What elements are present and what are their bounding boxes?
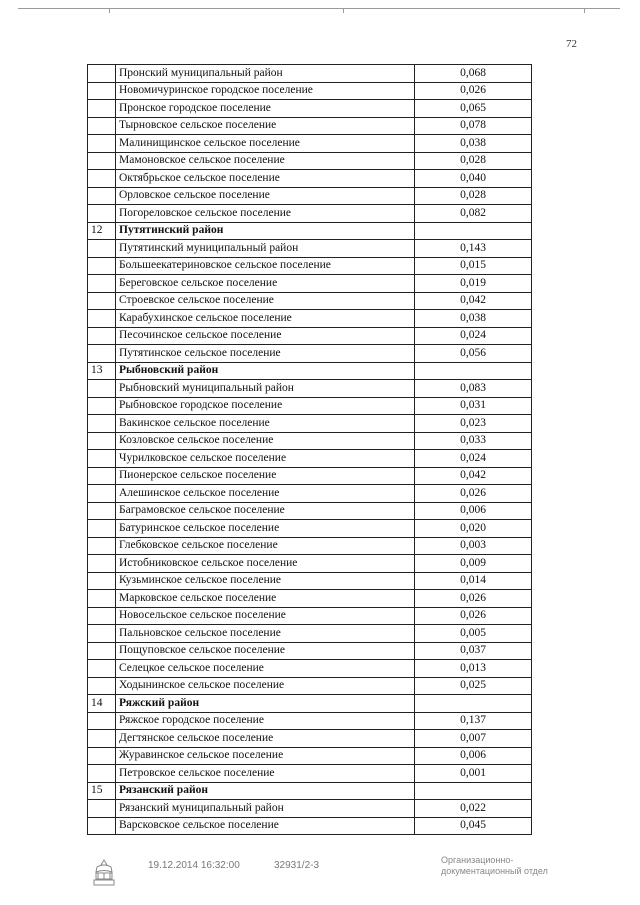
table-row	[88, 432, 532, 450]
coefficient-cell: 0,013	[415, 660, 532, 678]
table-row	[88, 152, 532, 170]
settlement-name-cell: Алешинское сельское поселение	[116, 485, 415, 503]
coefficient-cell: 0,026	[415, 607, 532, 625]
settlement-name-cell: Баграмовское сельское поселение	[116, 502, 415, 520]
settlement-name-cell: Журавинское сельское поселение	[116, 747, 415, 765]
coefficient-cell: 0,014	[415, 572, 532, 590]
row-number-cell	[88, 537, 116, 555]
footer-department-line: Организационно-	[441, 855, 514, 865]
table-row	[88, 660, 532, 678]
coefficient-cell: 0,137	[415, 712, 532, 730]
coefficient-cell: 0,143	[415, 240, 532, 258]
table-row	[88, 100, 532, 118]
coefficient-cell: 0,083	[415, 380, 532, 398]
settlement-name-cell: Ряжское городское поселение	[116, 712, 415, 730]
row-number-cell	[88, 65, 116, 83]
row-number-cell	[88, 677, 116, 695]
coefficient-cell: 0,037	[415, 642, 532, 660]
row-number-cell	[88, 765, 116, 783]
row-number-cell	[88, 800, 116, 818]
table-row	[88, 135, 532, 153]
table-row	[88, 747, 532, 765]
table-row	[88, 397, 532, 415]
row-number-cell	[88, 100, 116, 118]
row-number-cell	[88, 520, 116, 538]
coefficient-cell: 0,038	[415, 135, 532, 153]
table-row	[88, 82, 532, 100]
settlement-name-cell: Истобниковское сельское поселение	[116, 555, 415, 573]
row-number-cell	[88, 415, 116, 433]
settlement-name-cell: Пронский муниципальный район	[116, 65, 415, 83]
row-number-cell	[88, 467, 116, 485]
settlement-name-cell: Пальновское сельское поселение	[116, 625, 415, 643]
coefficient-cell: 0,068	[415, 65, 532, 83]
coefficient-cell: 0,031	[415, 397, 532, 415]
table-row	[88, 817, 532, 835]
settlement-name-cell: Селецкое сельское поселение	[116, 660, 415, 678]
page-number: 72	[566, 38, 577, 50]
table-row	[88, 607, 532, 625]
settlement-name-cell: Чурилковское сельское поселение	[116, 450, 415, 468]
table-row	[88, 415, 532, 433]
table-row	[88, 537, 532, 555]
row-number-cell	[88, 590, 116, 608]
settlement-name-cell: Вакинское сельское поселение	[116, 415, 415, 433]
table-row	[88, 327, 532, 345]
table-row	[88, 590, 532, 608]
table-row	[88, 275, 532, 293]
coefficient-cell: 0,024	[415, 327, 532, 345]
district-header-row	[88, 695, 532, 713]
coefficient-cell: 0,028	[415, 187, 532, 205]
coefficient-cell: 0,026	[415, 82, 532, 100]
settlement-name-cell: Новосельское сельское поселение	[116, 607, 415, 625]
table-row	[88, 205, 532, 223]
row-number-cell	[88, 502, 116, 520]
row-number-cell	[88, 380, 116, 398]
row-number-cell	[88, 117, 116, 135]
row-number-cell	[88, 450, 116, 468]
coefficient-cell: 0,042	[415, 467, 532, 485]
settlement-name-cell: Кузьминское сельское поселение	[116, 572, 415, 590]
row-number-cell	[88, 135, 116, 153]
table-row	[88, 240, 532, 258]
row-number-cell: 12	[88, 222, 116, 240]
table-row	[88, 520, 532, 538]
row-number-cell	[88, 747, 116, 765]
page-top-tick	[109, 8, 110, 13]
coefficient-cell: 0,056	[415, 345, 532, 363]
coefficient-cell: 0,005	[415, 625, 532, 643]
settlement-name-cell: Варсковское сельское поселение	[116, 817, 415, 835]
table-body	[88, 65, 532, 835]
coefficient-cell: 0,023	[415, 415, 532, 433]
coefficient-cell: 0,026	[415, 590, 532, 608]
row-number-cell	[88, 345, 116, 363]
table-row	[88, 765, 532, 783]
row-number-cell	[88, 310, 116, 328]
coefficient-cell: 0,042	[415, 292, 532, 310]
coefficient-cell: 0,078	[415, 117, 532, 135]
settlement-name-cell: Путятинское сельское поселение	[116, 345, 415, 363]
district-name-cell: Путятинский район	[116, 222, 415, 240]
row-number-cell	[88, 572, 116, 590]
coefficient-cell: 0,003	[415, 537, 532, 555]
row-number-cell: 14	[88, 695, 116, 713]
table-row	[88, 257, 532, 275]
table-row	[88, 310, 532, 328]
coefficient-cell: 0,001	[415, 765, 532, 783]
settlement-name-cell: Пощуповское сельское поселение	[116, 642, 415, 660]
coefficient-cell: 0,007	[415, 730, 532, 748]
district-header-row	[88, 222, 532, 240]
settlement-name-cell: Мамоновское сельское поселение	[116, 152, 415, 170]
coefficient-cell	[415, 695, 532, 713]
settlement-name-cell: Петровское сельское поселение	[116, 765, 415, 783]
settlement-name-cell: Глебковское сельское поселение	[116, 537, 415, 555]
settlement-name-cell: Строевское сельское поселение	[116, 292, 415, 310]
district-header-row	[88, 362, 532, 380]
settlement-name-cell: Дегтянское сельское поселение	[116, 730, 415, 748]
row-number-cell	[88, 432, 116, 450]
district-name-cell: Рязанский район	[116, 782, 415, 800]
row-number-cell	[88, 187, 116, 205]
settlement-name-cell: Рыбновский муниципальный район	[116, 380, 415, 398]
coefficient-cell: 0,015	[415, 257, 532, 275]
settlement-name-cell: Песочинское сельское поселение	[116, 327, 415, 345]
table-row	[88, 170, 532, 188]
table-row	[88, 642, 532, 660]
coefficient-cell: 0,009	[415, 555, 532, 573]
table-row	[88, 292, 532, 310]
footer-timestamp: 19.12.2014 16:32:00	[148, 860, 240, 871]
settlement-name-cell: Большеекатериновское сельское поселение	[116, 257, 415, 275]
coefficient-cell: 0,006	[415, 747, 532, 765]
district-name-cell: Рыбновский район	[116, 362, 415, 380]
table-row	[88, 117, 532, 135]
coefficient-cell: 0,022	[415, 800, 532, 818]
coefficient-cell: 0,082	[415, 205, 532, 223]
settlement-name-cell: Октябрьское сельское поселение	[116, 170, 415, 188]
table-row	[88, 555, 532, 573]
settlement-name-cell: Козловское сельское поселение	[116, 432, 415, 450]
row-number-cell	[88, 625, 116, 643]
table-row	[88, 572, 532, 590]
settlement-name-cell: Береговское сельское поселение	[116, 275, 415, 293]
settlement-name-cell: Ходынинское сельское поселение	[116, 677, 415, 695]
coefficient-cell: 0,038	[415, 310, 532, 328]
row-number-cell	[88, 642, 116, 660]
coefficient-cell	[415, 782, 532, 800]
row-number-cell	[88, 730, 116, 748]
row-number-cell	[88, 275, 116, 293]
footer-department	[441, 855, 548, 877]
row-number-cell	[88, 170, 116, 188]
settlement-name-cell: Карабухинское сельское поселение	[116, 310, 415, 328]
table-row	[88, 380, 532, 398]
table-row	[88, 467, 532, 485]
settlement-name-cell: Пионерское сельское поселение	[116, 467, 415, 485]
page-top-tick	[343, 8, 344, 13]
settlements-table	[87, 64, 532, 835]
settlement-name-cell: Батуринское сельское поселение	[116, 520, 415, 538]
row-number-cell	[88, 152, 116, 170]
table-row	[88, 677, 532, 695]
settlement-name-cell: Пронское городское поселение	[116, 100, 415, 118]
row-number-cell	[88, 712, 116, 730]
row-number-cell	[88, 607, 116, 625]
coefficient-cell	[415, 222, 532, 240]
coefficient-cell: 0,045	[415, 817, 532, 835]
row-number-cell: 15	[88, 782, 116, 800]
emblem-stamp-icon	[88, 858, 120, 888]
row-number-cell	[88, 555, 116, 573]
settlement-name-cell: Новомичуринское городское поселение	[116, 82, 415, 100]
coefficient-cell: 0,026	[415, 485, 532, 503]
row-number-cell	[88, 397, 116, 415]
settlement-name-cell: Марковское сельское поселение	[116, 590, 415, 608]
table-row	[88, 625, 532, 643]
table-row	[88, 800, 532, 818]
settlement-name-cell: Путятинский муниципальный район	[116, 240, 415, 258]
coefficient-cell: 0,019	[415, 275, 532, 293]
district-name-cell: Ряжский район	[116, 695, 415, 713]
page-top-tick	[584, 8, 585, 13]
table-row	[88, 345, 532, 363]
row-number-cell	[88, 817, 116, 835]
row-number-cell	[88, 257, 116, 275]
coefficient-cell: 0,040	[415, 170, 532, 188]
row-number-cell	[88, 327, 116, 345]
district-header-row	[88, 782, 532, 800]
row-number-cell	[88, 205, 116, 223]
coefficient-cell: 0,024	[415, 450, 532, 468]
row-number-cell: 13	[88, 362, 116, 380]
row-number-cell	[88, 292, 116, 310]
table-row	[88, 187, 532, 205]
coefficient-cell: 0,020	[415, 520, 532, 538]
table-row	[88, 450, 532, 468]
settlement-name-cell: Погореловское сельское поселение	[116, 205, 415, 223]
table-row	[88, 65, 532, 83]
table-row	[88, 730, 532, 748]
settlement-name-cell: Тырновское сельское поселение	[116, 117, 415, 135]
row-number-cell	[88, 240, 116, 258]
row-number-cell	[88, 82, 116, 100]
coefficient-cell	[415, 362, 532, 380]
settlement-name-cell: Рыбновское городское поселение	[116, 397, 415, 415]
row-number-cell	[88, 485, 116, 503]
coefficient-cell: 0,028	[415, 152, 532, 170]
settlement-name-cell: Орловское сельское поселение	[116, 187, 415, 205]
table-row	[88, 712, 532, 730]
settlement-name-cell: Рязанский муниципальный район	[116, 800, 415, 818]
coefficient-cell: 0,033	[415, 432, 532, 450]
row-number-cell	[88, 660, 116, 678]
coefficient-cell: 0,025	[415, 677, 532, 695]
footer-document-id: 32931/2-3	[274, 860, 320, 871]
table-row	[88, 485, 532, 503]
settlement-name-cell: Малинищинское сельское поселение	[116, 135, 415, 153]
coefficient-cell: 0,065	[415, 100, 532, 118]
table-row	[88, 502, 532, 520]
coefficient-cell: 0,006	[415, 502, 532, 520]
footer-department-line: документационный отдел	[441, 866, 548, 876]
